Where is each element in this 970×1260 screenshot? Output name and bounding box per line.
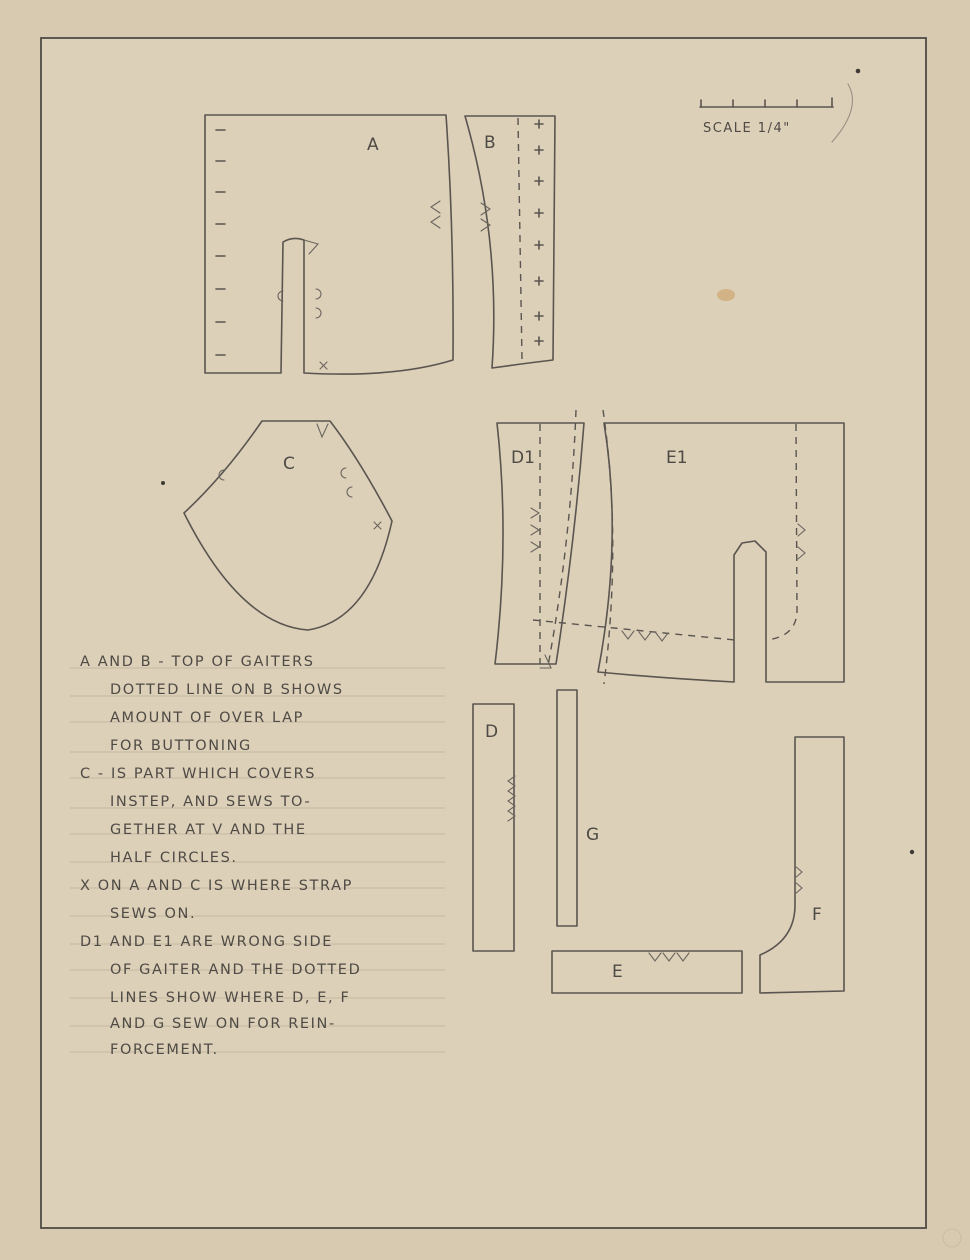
- note-line: D1 AND E1 ARE WRONG SIDE: [80, 934, 334, 950]
- piece-g-label: G: [586, 825, 600, 845]
- note-line: HALF CIRCLES.: [110, 850, 238, 866]
- scale-label: SCALE 1/4": [703, 121, 791, 136]
- piece-e1-label: E1: [666, 448, 688, 468]
- note-line: A AND B - TOP OF GAITERS: [80, 654, 315, 670]
- note-line: AMOUNT OF OVER LAP: [110, 710, 304, 726]
- pencil-dot: [856, 69, 861, 74]
- note-line: FOR BUTTONING: [110, 738, 252, 754]
- note-line: LINES SHOW WHERE D, E, F: [110, 990, 351, 1006]
- piece-c-label: C: [283, 454, 295, 474]
- note-line: FORCEMENT.: [110, 1042, 219, 1058]
- piece-a-label: A: [367, 135, 379, 155]
- note-line: OF GAITER AND THE DOTTED: [110, 962, 362, 978]
- piece-d-label: D: [485, 722, 499, 742]
- piece-d1-label: D1: [511, 448, 535, 468]
- piece-b-label: B: [484, 133, 496, 153]
- note-line: AND G SEW ON FOR REIN-: [110, 1016, 336, 1032]
- note-line: DOTTED LINE ON B SHOWS: [110, 682, 344, 698]
- piece-e-label: E: [612, 962, 623, 982]
- note-line: SEWS ON.: [110, 906, 197, 922]
- paper-stain: [717, 289, 735, 301]
- pencil-dot: [910, 850, 914, 854]
- pencil-dot: [161, 481, 165, 485]
- note-line: GETHER AT V AND THE: [110, 822, 307, 838]
- note-line: X ON A AND C IS WHERE STRAP: [80, 878, 353, 894]
- note-line: C - IS PART WHICH COVERS: [80, 766, 317, 782]
- note-line: INSTEP, AND SEWS TO-: [110, 794, 312, 810]
- piece-f-label: F: [812, 905, 822, 925]
